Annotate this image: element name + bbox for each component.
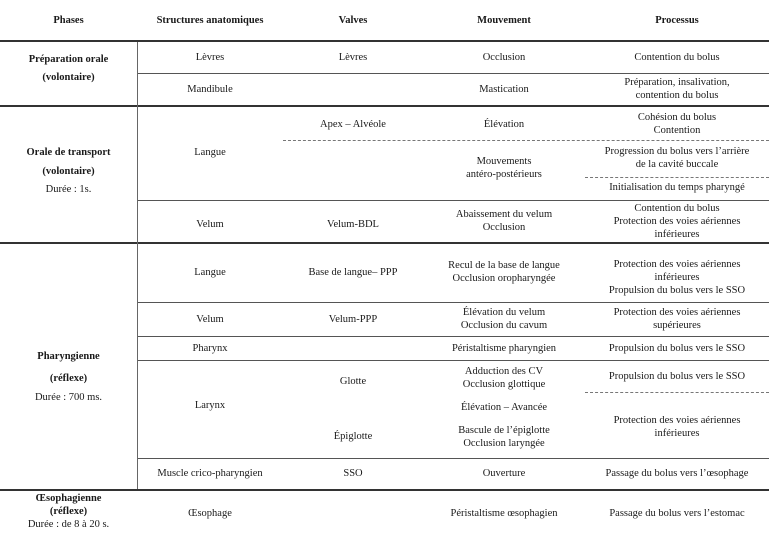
phase-pharyngienne-type: (réflexe): [49, 373, 88, 384]
cell-structure: Pharynx: [192, 343, 228, 354]
dashed-separator: [585, 392, 769, 393]
cell-structure: Lèvres: [195, 52, 225, 63]
cell-mouvement: Adduction des CV: [464, 366, 544, 377]
cell-structure: Velum: [196, 314, 224, 325]
cell-processus: Contention du bolus: [634, 203, 720, 214]
cell-processus: Passage du bolus vers l’œsophage: [605, 468, 749, 479]
phase-oesophagienne-name: Œsophagienne: [35, 493, 102, 504]
header-mouvement: Mouvement: [477, 15, 531, 26]
cell-structure: Larynx: [194, 400, 226, 411]
cell-mouvement: Occlusion: [482, 52, 526, 63]
cell-processus: Cohésion du bolus: [637, 112, 717, 123]
row-separator: [137, 336, 769, 337]
cell-processus: Progression du bolus vers l’arrière: [604, 146, 750, 157]
cell-mouvement: Mastication: [479, 84, 529, 95]
header-valves: Valves: [338, 15, 368, 26]
cell-processus: Passage du bolus vers l’estomac: [609, 508, 745, 519]
cell-processus: contention du bolus: [635, 90, 719, 101]
cell-valve: Velum-BDL: [327, 219, 379, 230]
header-rule: [0, 40, 769, 42]
cell-mouvement: Occlusion laryngée: [463, 438, 545, 449]
phase-pharyngienne-duration: Durée : 700 ms.: [34, 392, 103, 403]
cell-mouvement: Abaissement du velum: [455, 209, 553, 220]
cell-processus: Protection des voies aériennes: [613, 216, 741, 227]
phase-oesophagienne-duration: Durée : de 8 à 20 s.: [27, 519, 110, 530]
row-separator: [137, 200, 769, 201]
cell-mouvement: Élévation du velum: [462, 307, 546, 318]
header-structures: Structures anatomiques: [156, 15, 264, 26]
cell-processus: Protection des voies aériennes: [613, 259, 741, 270]
cell-valve: Apex – Alvéole: [320, 119, 386, 130]
cell-processus: supérieures: [653, 320, 701, 331]
cell-processus: inférieures: [654, 272, 700, 283]
cell-mouvement: Occlusion: [482, 222, 526, 233]
cell-mouvement: Mouvements: [476, 156, 532, 167]
phase-transport-name: Orale de transport: [26, 147, 111, 158]
cell-processus: inférieures: [654, 428, 700, 439]
cell-processus: Préparation, insalivation,: [624, 77, 730, 88]
phase-rule-2: [0, 242, 769, 244]
cell-structure: Langue: [194, 147, 226, 158]
phase-transport-duration: Durée : 1s.: [45, 184, 92, 195]
cell-structure: Langue: [194, 267, 226, 278]
cell-valve: Lèvres: [338, 52, 368, 63]
cell-processus: inférieures: [654, 229, 700, 240]
cell-valve: Base de langue– PPP: [308, 267, 398, 278]
cell-mouvement: Bascule de l’épiglotte: [458, 425, 550, 436]
row-separator: [137, 360, 769, 361]
cell-processus: Contention du bolus: [634, 52, 720, 63]
header-processus: Processus: [655, 15, 699, 26]
cell-processus: Propulsion du bolus vers le SSO: [608, 285, 746, 296]
cell-processus: Protection des voies aériennes: [613, 415, 741, 426]
cell-processus: Protection des voies aériennes: [613, 307, 741, 318]
cell-processus: de la cavité buccale: [635, 159, 719, 170]
cell-valve: Épiglotte: [333, 431, 373, 442]
dashed-separator: [283, 140, 769, 141]
cell-valve: SSO: [343, 468, 363, 479]
cell-structure: Œsophage: [188, 508, 232, 519]
cell-structure: Velum: [196, 219, 224, 230]
cell-valve: Velum-PPP: [328, 314, 378, 325]
phase-transport-type: (volontaire): [42, 166, 95, 177]
row-separator: [137, 73, 769, 74]
cell-mouvement: Ouverture: [482, 468, 526, 479]
cell-mouvement: antéro-postérieurs: [466, 169, 542, 180]
row-separator: [137, 458, 769, 459]
cell-processus: Propulsion du bolus vers le SSO: [608, 371, 746, 382]
cell-processus: Propulsion du bolus vers le SSO: [608, 343, 746, 354]
cell-valve: Glotte: [339, 376, 367, 387]
phase-rule-1: [0, 105, 769, 107]
phase-preparation-type: (volontaire): [42, 72, 95, 83]
cell-mouvement: Élévation – Avancée: [460, 402, 548, 413]
phase-rule-3: [0, 489, 769, 491]
cell-structure: Muscle crico-pharyngien: [157, 468, 263, 479]
cell-mouvement: Recul de la base de langue: [448, 260, 560, 271]
phase-pharyngienne-name: Pharyngienne: [37, 351, 100, 362]
cell-processus: Contention: [653, 125, 701, 136]
cell-mouvement: Péristaltisme œsophagien: [450, 508, 558, 519]
row-separator: [137, 302, 769, 303]
cell-mouvement: Péristaltisme pharyngien: [451, 343, 557, 354]
phase-oesophagienne-type: (réflexe): [49, 506, 88, 517]
cell-processus: Initialisation du temps pharyngé: [609, 182, 745, 193]
cell-structure: Mandibule: [187, 84, 233, 95]
dashed-separator: [585, 177, 769, 178]
phase-preparation-name: Préparation orale: [28, 54, 109, 65]
cell-mouvement: Occlusion oropharyngée: [452, 273, 556, 284]
cell-mouvement: Occlusion glottique: [462, 379, 546, 390]
cell-mouvement: Occlusion du cavum: [460, 320, 548, 331]
header-phases: Phases: [53, 15, 84, 26]
cell-mouvement: Élévation: [483, 119, 525, 130]
